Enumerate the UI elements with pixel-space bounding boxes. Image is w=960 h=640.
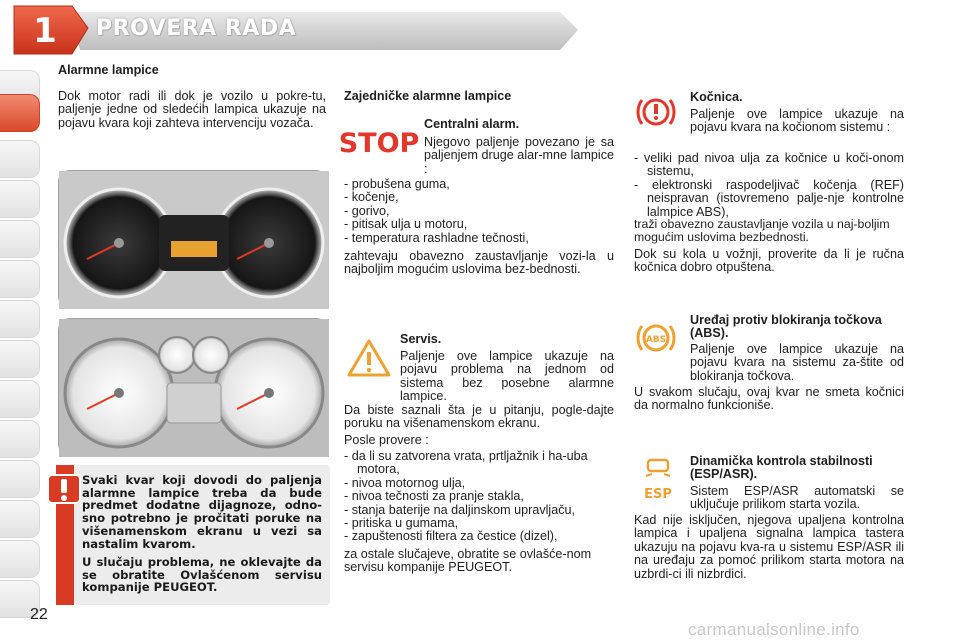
service-after-text: za ostale slučajeve, obratite se ovlašće-nom servisu kompanije PEUGEOT. bbox=[344, 547, 592, 575]
list-item: - nivoa tečnosti za pranje stakla, bbox=[344, 490, 616, 503]
stop-after-text: zahtevaju obavezno zaustavljanje vozi-la u najboljim mogućim uslovima bez-bednosti. bbox=[344, 249, 614, 277]
list-item: - probušena guma, bbox=[344, 178, 614, 191]
esp-description: Sistem ESP/ASR automatski se uključuje prilikom starta vozila. bbox=[690, 484, 904, 512]
stop-list bbox=[344, 178, 614, 245]
warning-paragraph: U slučaju problema, ne oklevajte da se obratite Ovlašćenom servisu kompanije PEUGEOT. bbox=[82, 555, 322, 595]
warning-paragraph: Svaki kvar koji dovodi do paljenja alarmne lampice treba da bude predmet dodatne dijagnoze, odno-sno potrebno je pročitati poruke na višenamenskom ekranu u vezi sa nastalim kvarom. bbox=[82, 473, 322, 551]
brake-warning-icon bbox=[634, 92, 678, 132]
chapter-tab[interactable] bbox=[0, 260, 40, 298]
brake-title: Kočnica. bbox=[690, 90, 743, 104]
esp-warning-icon bbox=[638, 458, 678, 502]
service-list bbox=[344, 450, 616, 544]
stop-title: Centralni alarm. bbox=[424, 117, 520, 131]
list-item: - elektronski raspodeljivač kočenja (REF) neispravan (istovremeno palje-nje kontrolne lalmpice ABS), bbox=[634, 179, 904, 219]
abs-warning-icon bbox=[634, 318, 678, 358]
abs-title: Uređaj protiv blokiranja točkova (ABS). bbox=[690, 313, 882, 341]
list-item: - pritiska u gumama, bbox=[344, 517, 616, 530]
list-item: - veliki pad nivoa ulja za kočnice u koči-onom sistemu, bbox=[634, 152, 904, 179]
esp-icon-text: ESP bbox=[644, 487, 672, 502]
chapter-tab[interactable] bbox=[0, 300, 40, 338]
list-item: - pitisak ulja u motoru, bbox=[344, 218, 614, 231]
esp-title: Dinamička kontrola stabilnosti (ESP/ASR). bbox=[690, 454, 873, 482]
watermark: carmanualsonline.info bbox=[688, 620, 860, 639]
abs-description: Paljenje ove lampice ukazuje na pojavu kvara na sistemu za-štite od blokiranja točkova. bbox=[690, 342, 904, 383]
service-description: Paljenje ove lampice ukazuje na pojavu problema na jednom od sistema bez posebne alarmne lampice. bbox=[400, 349, 614, 404]
brake-paragraph: Dok su kola u vožnji, proverite da li je ručna kočnica dobro otpuštena. bbox=[634, 247, 904, 275]
service-paragraph: Posle provere : bbox=[344, 433, 429, 447]
intro-paragraph: Dok motor radi ili dok je vozilo u pokre-tu, paljenje jedne od sledećih lampica ukazuje na pojavu kvara koji zahteva intervenciju vozača. bbox=[58, 89, 326, 130]
chapter-tab[interactable] bbox=[0, 140, 40, 178]
chapter-tab[interactable] bbox=[0, 460, 40, 498]
service-warning-triangle-icon bbox=[346, 338, 392, 378]
chapter-tab[interactable] bbox=[0, 380, 40, 418]
list-item: - stanja baterije na daljinskom upravljaču, bbox=[344, 504, 616, 517]
chapter-tab[interactable] bbox=[0, 180, 40, 218]
chapter-tab[interactable] bbox=[0, 540, 40, 578]
service-paragraph: Da biste saznali šta je u pitanju, pogle-dajte poruku na višenamenskom ekranu. bbox=[344, 403, 614, 431]
chapter-tab[interactable] bbox=[0, 220, 40, 258]
chapter-tab-active[interactable] bbox=[0, 94, 40, 132]
esp-paragraph: Kad nije isključen, njegova upaljena kontrolna lampica i upaljena signalna lampica tastera ukazuju na pojavu kva-ra u sistemu ESP/ASR ili na uređaju za pomoć prilikom starta motora na uzbrdi-ci ili nizbrdici. bbox=[634, 513, 904, 581]
chapter-number: 1 bbox=[33, 11, 57, 51]
instrument-cluster-photo bbox=[58, 318, 328, 456]
brake-description: Paljenje ove lampice ukazuje na pojavu kvara na kočionom sistemu : bbox=[690, 107, 904, 135]
service-title: Servis. bbox=[400, 332, 442, 346]
chapter-tab[interactable] bbox=[0, 500, 40, 538]
page-title: PROVERA RADA bbox=[96, 16, 297, 41]
stop-icon bbox=[338, 124, 420, 160]
list-item: - da li su zatvorena vrata, prtljažnik i ha-uba motora, bbox=[344, 450, 616, 477]
brake-list bbox=[634, 152, 904, 219]
page-number: 22 bbox=[30, 606, 48, 623]
instrument-cluster-photo bbox=[58, 170, 328, 308]
stop-description: Njegovo paljenje povezano je sa paljenjem druge alar-mne lampice : bbox=[424, 135, 614, 176]
chapter-tab[interactable] bbox=[0, 420, 40, 458]
brake-paragraph: traži obavezno zaustavljanje vozila u naj-boljim mogućim uslovima bezbednosti. bbox=[634, 217, 890, 245]
abs-paragraph: U svakom slučaju, ovaj kvar ne smeta kočnici da normalno funkcioniše. bbox=[634, 385, 904, 413]
abs-icon-text: ABS bbox=[645, 335, 667, 345]
list-item: - kočenje, bbox=[344, 191, 614, 204]
stop-icon-text: STOP bbox=[338, 128, 420, 159]
chapter-tab[interactable] bbox=[0, 340, 40, 378]
list-item: - zapuštenosti filtera za čestice (dizel), bbox=[344, 530, 616, 543]
section-heading: Zajedničke alarmne lampice bbox=[344, 89, 512, 103]
section-heading: Alarmne lampice bbox=[58, 63, 159, 77]
exclamation-icon bbox=[47, 474, 81, 504]
list-item: - gorivo, bbox=[344, 205, 614, 218]
list-item: - temperatura rashladne tečnosti, bbox=[344, 232, 614, 245]
list-item: - nivoa motornog ulja, bbox=[344, 477, 616, 490]
